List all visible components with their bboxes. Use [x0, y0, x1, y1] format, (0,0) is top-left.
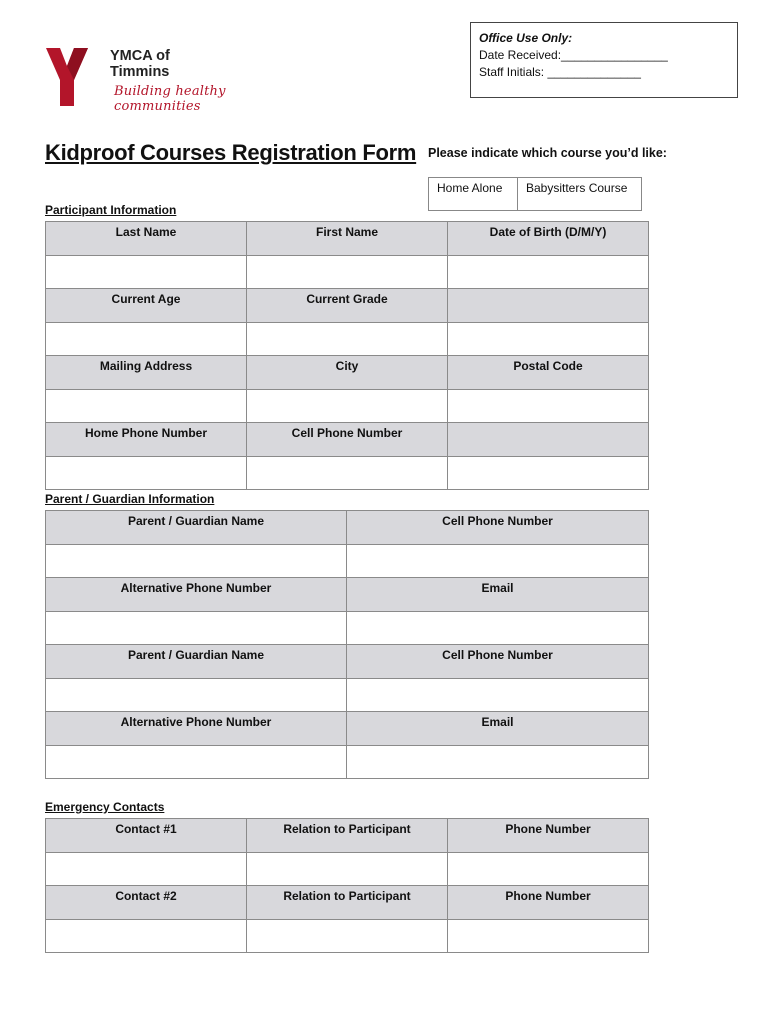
first-name-header: First Name [247, 222, 448, 256]
blank-header [448, 289, 649, 323]
city-header: City [247, 356, 448, 390]
guardian-2-cell-input[interactable] [347, 679, 649, 712]
table-row [46, 712, 649, 746]
alt-phone-2-input[interactable] [46, 746, 347, 779]
table-row [46, 853, 649, 886]
course-prompt: Please indicate which course you’d like: [428, 146, 667, 160]
blank-header [448, 423, 649, 457]
page-title: Kidproof Courses Registration Form [45, 140, 417, 165]
guardian-cell-header: Cell Phone Number [347, 511, 649, 545]
last-name-input[interactable] [46, 256, 247, 289]
last-name-header: Last Name [46, 222, 247, 256]
ymca-y-icon [44, 44, 90, 108]
participant-table [45, 221, 649, 490]
alt-phone-input[interactable] [46, 612, 347, 645]
contact-2-input[interactable] [46, 920, 247, 953]
alt-phone-2-header: Alternative Phone Number [46, 712, 347, 746]
logo-wordmark [110, 48, 170, 80]
home-phone-header: Home Phone Number [46, 423, 247, 457]
course-selector [428, 177, 642, 211]
table-row [46, 289, 649, 323]
phone-2-header: Phone Number [448, 886, 649, 920]
city-input[interactable] [247, 390, 448, 423]
table-row [46, 423, 649, 457]
table-row [46, 457, 649, 490]
cell-phone-input[interactable] [247, 457, 448, 490]
table-row [46, 511, 649, 545]
contact-1-header: Contact #1 [46, 819, 247, 853]
first-name-input[interactable] [247, 256, 448, 289]
table-row [46, 222, 649, 256]
home-phone-input[interactable] [46, 457, 247, 490]
table-row [46, 886, 649, 920]
office-use-box [470, 22, 738, 98]
cell-phone-header: Cell Phone Number [247, 423, 448, 457]
dob-input[interactable] [448, 256, 649, 289]
guardian-table [45, 510, 649, 779]
table-row [46, 390, 649, 423]
logo-tagline: Building healthy communities [114, 84, 226, 114]
email-2-header: Email [347, 712, 649, 746]
contact-1-input[interactable] [46, 853, 247, 886]
office-use-title: Office Use Only: [479, 31, 573, 45]
logo-line-1: YMCA of [110, 48, 170, 64]
course-option-home-alone[interactable]: Home Alone [437, 181, 503, 195]
phone-1-header: Phone Number [448, 819, 649, 853]
table-row [46, 256, 649, 289]
mailing-address-header: Mailing Address [46, 356, 247, 390]
table-row [46, 578, 649, 612]
guardian-name-input[interactable] [46, 545, 347, 578]
table-row [46, 645, 649, 679]
date-received-field[interactable]: Date Received:________________ [479, 48, 668, 62]
blank-input[interactable] [448, 323, 649, 356]
postal-code-header: Postal Code [448, 356, 649, 390]
table-row [46, 323, 649, 356]
phone-2-input[interactable] [448, 920, 649, 953]
table-row [46, 679, 649, 712]
guardian-cell-input[interactable] [347, 545, 649, 578]
table-row [46, 920, 649, 953]
table-row [46, 545, 649, 578]
blank-input[interactable] [448, 457, 649, 490]
current-grade-input[interactable] [247, 323, 448, 356]
email-input[interactable] [347, 612, 649, 645]
table-row [46, 819, 649, 853]
alt-phone-header: Alternative Phone Number [46, 578, 347, 612]
current-age-input[interactable] [46, 323, 247, 356]
phone-1-input[interactable] [448, 853, 649, 886]
course-option-babysitters[interactable]: Babysitters Course [517, 178, 641, 210]
participant-section-label: Participant Information [45, 203, 177, 217]
emergency-section-label: Emergency Contacts [45, 800, 165, 814]
table-row [46, 356, 649, 390]
mailing-address-input[interactable] [46, 390, 247, 423]
relation-1-input[interactable] [247, 853, 448, 886]
current-grade-header: Current Grade [247, 289, 448, 323]
emergency-table [45, 818, 649, 953]
guardian-section-label: Parent / Guardian Information [45, 492, 215, 506]
contact-2-header: Contact #2 [46, 886, 247, 920]
postal-code-input[interactable] [448, 390, 649, 423]
guardian-2-name-input[interactable] [46, 679, 347, 712]
ymca-logo [44, 44, 314, 114]
relation-1-header: Relation to Participant [247, 819, 448, 853]
table-row [46, 746, 649, 779]
email-header: Email [347, 578, 649, 612]
relation-2-header: Relation to Participant [247, 886, 448, 920]
guardian-2-cell-header: Cell Phone Number [347, 645, 649, 679]
dob-header: Date of Birth (D/M/Y) [448, 222, 649, 256]
logo-line-2: Timmins [110, 64, 170, 80]
staff-initials-field[interactable]: Staff Initials: ______________ [479, 65, 641, 79]
guardian-name-header: Parent / Guardian Name [46, 511, 347, 545]
email-2-input[interactable] [347, 746, 649, 779]
guardian-2-name-header: Parent / Guardian Name [46, 645, 347, 679]
relation-2-input[interactable] [247, 920, 448, 953]
table-row [46, 612, 649, 645]
current-age-header: Current Age [46, 289, 247, 323]
